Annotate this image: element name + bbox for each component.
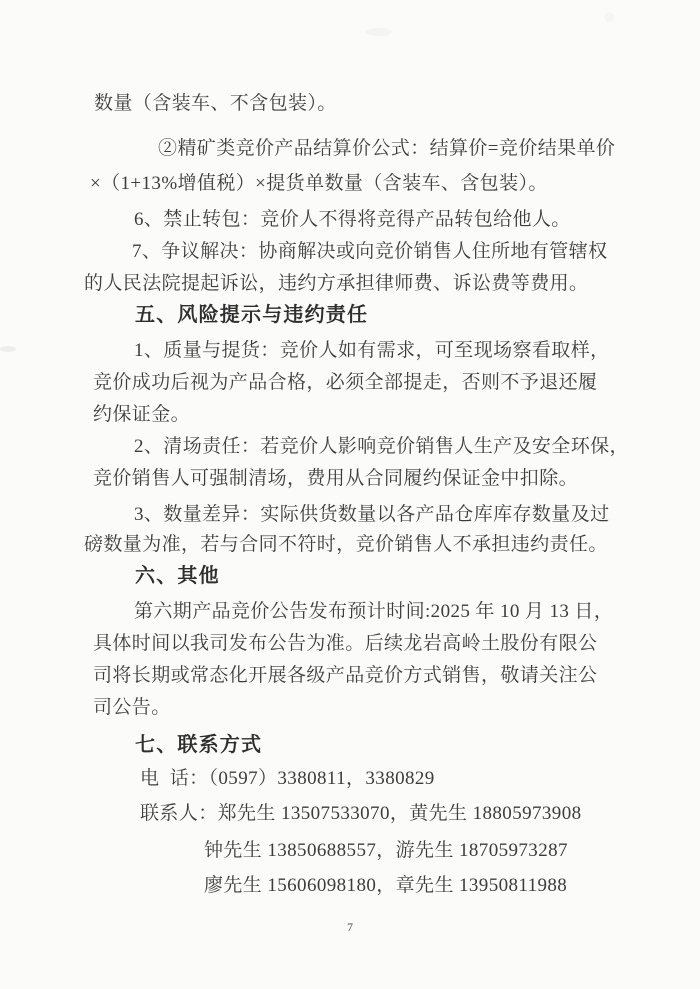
contact-line: 廖先生 15606098180，章先生 13950811988	[204, 875, 568, 896]
text-line: 1、质量与提货：竞价人如有需求，可至现场察看取样，	[134, 340, 610, 361]
text-line: 司将长期或常态化开展各级产品竞价方式销售，敬请关注公	[93, 665, 598, 686]
section-heading-contact: 七、联系方式	[135, 734, 263, 756]
section-heading-risk: 五、风险提示与违约责任	[135, 304, 369, 326]
scan-smudge	[604, 12, 614, 22]
text-line: 竞价销售人可强制清场，费用从合同履约保证金中扣除。	[93, 468, 579, 489]
text-line: ×（1+13%增值税）×提货单数量（含装车、含包装）。	[90, 173, 548, 194]
text-line: 的人民法院提起诉讼，违约方承担律师费、诉讼费等费用。	[84, 273, 589, 294]
scan-smudge	[0, 346, 16, 352]
text-line: 6、禁止转包：竞价人不得将竞得产品转包给他人。	[134, 209, 571, 230]
text-line: 3、数量差异：实际供货数量以各产品仓库库存数量及过	[134, 504, 610, 525]
text-line: 7、争议解决：协商解决或向竞价销售人住所地有管辖权	[132, 241, 608, 262]
text-line: ②精矿类竞价产品结算价公式：结算价=竞价结果单价	[158, 138, 616, 159]
text-line: 竞价成功后视为产品合格，必须全部提走，否则不予退还履	[93, 372, 598, 393]
page-number: 7	[347, 920, 353, 934]
text-line: 数量（含装车、不含包装）。	[94, 93, 337, 114]
text-line: 约保证金。	[93, 404, 191, 425]
text-line: 具体时间以我司发布公告为准。后续龙岩高岭土股份有限公	[93, 633, 598, 654]
phone-line: 电 话：（0597）3380811，3380829	[140, 768, 435, 789]
text-line: 磅数量为准，若与合同不符时，竞价销售人不承担违约责任。	[84, 534, 608, 555]
section-heading-other: 六、其他	[135, 565, 220, 587]
text-line: 司公告。	[93, 697, 171, 718]
contact-line: 联系人：郑先生 13507533070，黄先生 18805973908	[140, 803, 582, 824]
contact-line: 钟先生 13850688557，游先生 18705973287	[204, 840, 568, 861]
text-line: 第六期产品竞价公告发布预计时间:2025 年 10 月 13 日，	[134, 601, 614, 622]
scan-smudge	[366, 28, 392, 36]
text-line: 2、清场责任：若竞价人影响竞价销售人生产及安全环保，	[134, 436, 629, 457]
